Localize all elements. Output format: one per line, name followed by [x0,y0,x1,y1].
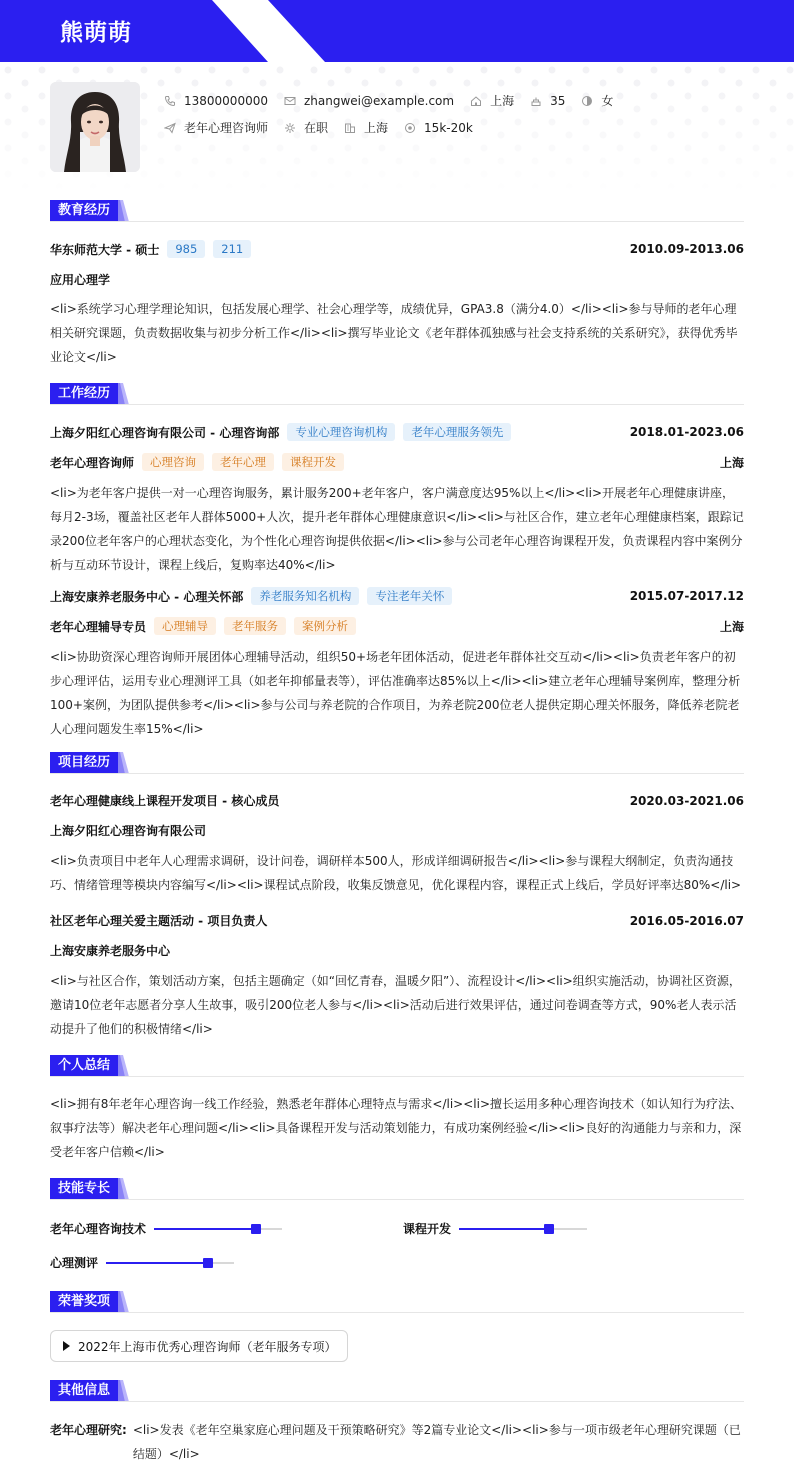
email-text: zhangwei@example.com [303,93,455,108]
company-tag: 专业心理咨询机构 [287,423,395,441]
work-date: 2015.07-2017.12 [629,589,744,603]
mail-icon [284,95,296,107]
skill-tag: 案例分析 [294,617,356,635]
section-projects-label: 项目经历 [50,752,118,774]
section-divider [50,404,744,405]
section-divider [50,1401,744,1402]
company-tag: 老年心理服务领先 [403,423,511,441]
section-skills [50,1178,132,1200]
skill-item [50,1254,234,1271]
salary-item [404,121,473,135]
section-other [50,1380,132,1402]
building-icon [344,122,356,134]
education-major: 应用心理学 [50,273,111,287]
skill-level-fill [459,1228,549,1230]
project-org: 上海安康养老服务中心 [50,944,171,958]
location-text: 上海 [490,94,515,108]
intent-text: 老年心理咨询师 [184,121,269,135]
send-icon [164,122,176,134]
phone-item [164,94,268,108]
skill-tag: 心理辅导 [154,617,216,635]
section-divider [50,1312,744,1313]
education-date: 2010.09-2013.06 [629,242,744,256]
section-summary-label: 个人总结 [50,1055,118,1077]
project-header [50,792,744,809]
status-item [284,119,328,136]
section-divider [50,221,744,222]
work-header [50,587,744,605]
status-text: 在职 [304,121,329,135]
skill-tag: 老年服务 [224,617,286,635]
project-date: 2016.05-2016.07 [629,913,744,928]
skill-level-knob [203,1258,213,1268]
age-item [530,94,565,108]
section-education [50,200,132,222]
intent-item [164,119,268,136]
work-date: 2018.01-2023.06 [629,425,744,439]
skill-item [50,1220,282,1237]
section-tail-decor [118,383,132,405]
other-info-row [50,1418,744,1466]
section-tail-decor [118,200,132,222]
salary-icon [404,122,416,134]
phone-text: 13800000000 [184,93,268,108]
work-title: 老年心理咨询师 [50,455,135,470]
phone-icon [164,95,176,107]
section-work [50,383,132,405]
project-date: 2020.03-2021.06 [629,793,744,808]
summary-text: <li>拥有8年老年心理咨询一线工作经验，熟悉老年群体心理特点与需求</li><li>擅长运用多种心理咨询技术（如认知行为疗法、叙事疗法等）解决老年心理问题</li><li>具备课程开发与活动策划能力，有成功案例经验</li><li>良好的沟通能力与亲和力，深受老年客户信赖</li> [50,1097,743,1159]
skill-name: 课程开发 [403,1222,452,1236]
expand-triangle-icon [63,1341,70,1351]
skill-level-fill [154,1228,256,1230]
education-header [50,240,744,258]
other-info-value: <li>发表《老年空巢家庭心理问题及干预策略研究》等2篇专业论文</li><li>参与一项市级老年心理研究课题（已结题）</li> [132,1423,741,1461]
section-skills-label: 技能专长 [50,1178,118,1200]
other-info-key: 老年心理研究: [50,1423,127,1437]
project-org-row [50,822,744,839]
home-icon [470,95,482,107]
education-major-row [50,271,744,288]
section-projects [50,752,132,774]
skill-level-knob [251,1224,261,1234]
city-item [344,119,388,136]
profile-photo [50,82,140,172]
work-city: 上海 [719,619,744,634]
section-education-label: 教育经历 [50,200,118,222]
contact-row [164,92,629,109]
status-icon [284,122,296,134]
section-tail-decor [118,1178,132,1200]
project-name: 老年心理健康线上课程开发项目 - 核心成员 [50,794,280,808]
award-text: 2022年上海市优秀心理咨询师（老年服务专项） [78,1339,337,1354]
skill-tag: 心理咨询 [142,453,204,471]
project-description: <li>与社区合作，策划活动方案，包括主题确定（如“回忆青春，温暖夕阳”）、流程设计</li><li>组织实施活动，协调社区资源，邀请10位老年志愿者分享人生故事，吸引200位老人参与</li><li>活动后进行效果评估，通过问卷调查等方式，90%老人表示活动提升了他们的积极情绪</li> [50,974,741,1036]
section-honors [50,1291,132,1313]
skill-tag: 老年心理 [212,453,274,471]
skill-item [403,1220,587,1237]
gender-text: 女 [601,94,614,108]
age-icon [530,95,542,107]
work-description: <li>为老年客户提供一对一心理咨询服务，累计服务200+老年客户，客户满意度达95%以上</li><li>开展老年心理健康讲座，每月2-3场，覆盖社区老年人群体5000+人次，提升老年群体心理健康意识</li><li>与社区合作，建立老年心理健康档案，跟踪记录200位老年客户的心理状态变化，为个性化心理咨询提供依据</li><li>参与公司老年心理咨询课程开发，负责课程内容中案例分析与互动环节设计，课程上线后，复购率达40%</li> [50,486,744,572]
project-name: 社区老年心理关爱主题活动 - 项目负责人 [50,914,268,928]
education-description: <li>系统学习心理学理论知识，包括发展心理学、社会心理学等，成绩优异，GPA3.8（满分4.0）</li><li>参与导师的老年心理相关研究课题，负责数据收集与初步分析工作</li><li>撰写毕业论文《老年群体孤独感与社会支持系统的关系研究》，获得优秀毕业论文</li> [50,302,738,364]
section-work-label: 工作经历 [50,383,118,405]
award-item[interactable] [50,1330,348,1362]
skill-name: 老年心理咨询技术 [50,1222,147,1236]
section-divider [50,1076,744,1077]
gender-icon [581,95,593,107]
section-divider [50,1199,744,1200]
section-tail-decor [118,1291,132,1313]
education-school: 华东师范大学 - 硕士 [50,242,160,257]
location-item [470,92,514,109]
work-city: 上海 [719,455,744,470]
work-description: <li>协助资深心理咨询师开展团体心理辅导活动，组织50+场老年团体活动，促进老年群体社交互动</li><li>负责老年客户的初步心理评估，运用专业心理测评工具（如老年抑郁量表等），评估准确率达85%以上</li><li>建立老年心理辅导案例库，整理分析100+案例，为团队提供参考</li><li>参与公司与养老院的合作项目，为养老院200位老人提供定期心理关怀服务，降低养老院老人心理问题发生率15%</li> [50,650,741,736]
city-text: 上海 [364,121,389,135]
section-summary [50,1055,132,1077]
skill-level-bar [106,1262,234,1264]
skill-level-fill [106,1262,208,1264]
project-org-row [50,942,744,959]
education-tag: 211 [213,240,251,258]
job-row [164,119,489,136]
age-text: 35 [550,93,566,108]
skill-level-bar [459,1228,587,1230]
project-org: 上海夕阳红心理咨询有限公司 [50,824,207,838]
work-title-row [50,453,744,471]
skill-name: 心理测评 [50,1256,99,1270]
work-header [50,423,744,441]
section-other-label: 其他信息 [50,1380,118,1402]
candidate-name: 熊萌萌 [60,20,132,46]
work-company: 上海夕阳红心理咨询有限公司 - 心理咨询部 [50,425,280,440]
work-title-row [50,617,744,635]
section-tail-decor [118,752,132,774]
section-honors-label: 荣誉奖项 [50,1291,118,1313]
salary-text: 15k-20k [424,120,473,135]
skill-tag: 课程开发 [282,453,344,471]
education-tag: 985 [167,240,205,258]
project-description: <li>负责项目中老年人心理需求调研，设计问卷，调研样本500人，形成详细调研报告</li><li>参与课程大纲制定，负责沟通技巧、情绪管理等模块内容编写</li><li>课程试点阶段，收集反馈意见，优化课程内容，课程正式上线后，学员好评率达80%</li> [50,854,742,892]
project-header [50,912,744,929]
company-tag: 养老服务知名机构 [251,587,359,605]
skill-level-knob [544,1224,554,1234]
gender-item [581,92,613,109]
section-tail-decor [118,1055,132,1077]
work-company: 上海安康养老服务中心 - 心理关怀部 [50,589,244,604]
company-tag: 专注老年关怀 [367,587,452,605]
section-divider [50,773,744,774]
section-tail-decor [118,1380,132,1402]
email-item [284,94,454,108]
work-title: 老年心理辅导专员 [50,619,147,634]
skill-level-bar [154,1228,282,1230]
